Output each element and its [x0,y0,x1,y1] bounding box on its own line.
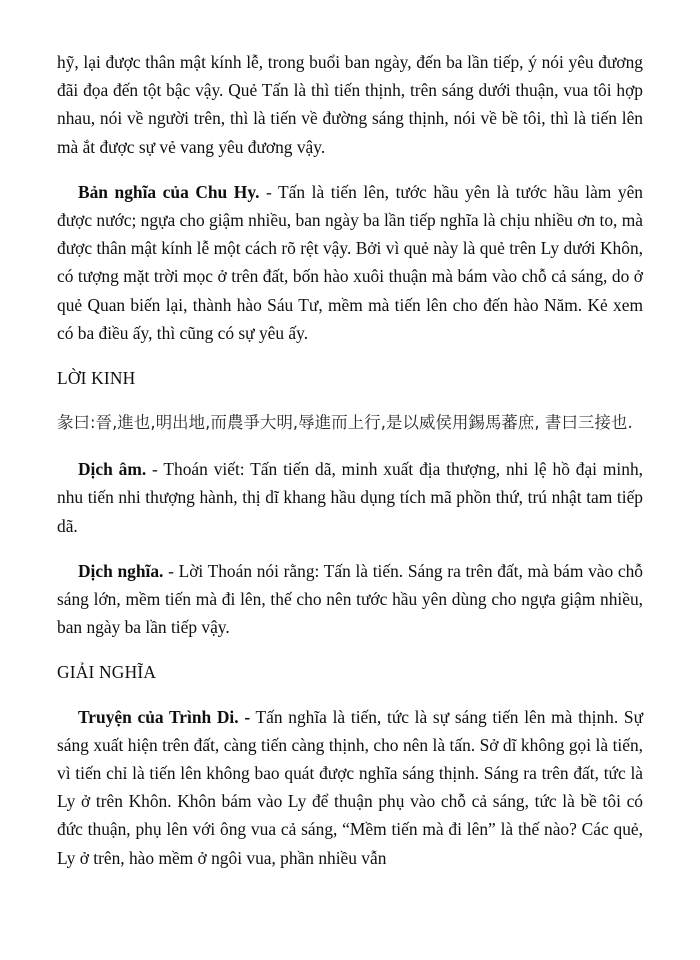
section-heading-giai-nghia: GIẢI NGHĨA [57,662,157,683]
chinese-quotation: 彖曰:晉,進也,明出地,而農爭大明,辱進而上行,是以威侯用錫馬蕃庶, 書曰三接也. [57,413,633,433]
paragraph-dich-am [57,455,643,540]
paragraph-lead-in: Bản nghĩa của Chu Hy. [78,181,260,202]
section-heading-loi-kinh: LỜI KINH [57,367,136,388]
paragraph-lead-in: Dịch âm. [78,459,147,480]
paragraph-continuation [57,48,643,161]
paragraph-ban-nghia-chu-hy [57,178,643,347]
paragraph-text: hỹ, lại được thân mật kính lễ, trong buổi ban ngày, đến ba lần tiếp, ý nói yêu đương đãi đọa đến tột bậc vậy. Quẻ Tấn là thì tiến thịnh, trên sáng dưới thuận, vua tôi hợp nhau, nói về người trên, thì là tiến về đường sáng thịnh, nói về bề tôi, thì là tiến lên mà ắt được sự vẻ vang yêu đương vậy. [57,52,643,157]
paragraph-text: - Tấn là tiến lên, tước hầu yên là tước hầu làm yên được nước; ngựa cho giậm nhiều, ban ngày ba lần tiếp nghĩa là chịu nhiều ơn to, mà được thân mật kính lễ một cách rõ rệt vậy. Bởi vì quẻ này là quẻ trên Ly dưới Khôn, có tượng mặt trời mọc ở trên đất, bốn hào xuôi thuận mà bám vào chỗ cả sáng, do ở quẻ Quan biến lại, thành hào Sáu Tư, mềm mà tiến lên cho đến hào Năm. Kẻ xem có ba điều ấy, thì cũng có sự yêu ấy. [57,181,643,343]
paragraph-truyen-cua-trinh-di [57,703,643,872]
paragraph-lead-in: Dịch nghĩa. [78,560,164,581]
paragraph-text: - Thoán viết: Tấn tiến dã, minh xuất địa thượng, nhi lệ hồ đại minh, nhu tiến nhi thượng hành, thị dĩ khang hầu dụng tích mã phồn thứ, trú nhật tam tiếp dã. [57,459,643,536]
paragraph-text: - Lời Thoán nói rằng: Tấn là tiến. Sáng ra trên đất, mà bám vào chỗ sáng lớn, mềm tiến mà đi lên, thế cho nên tước hầu yên dùng cho ngựa giậm nhiều, ban ngày ba lần tiếp vậy. [57,560,643,638]
paragraph-text: Tấn nghĩa là tiến, tức là sự sáng tiến lên mà thịnh. Sự sáng xuất hiện trên đất, càng tiến càng thịnh, cho nên là tấn. Sở dĩ không gọi là tiến, vì tiến chỉ là tiến lên không bao quát được nghĩa sáng thịnh. Sáng ra trên đất, tức là Ly ở trên Khôn. Khôn bám vào Ly để thuận phụ vào chỗ cả sáng, tức là bề tôi có đức thuận, phụ lên với ông vua cả sáng, “Mềm tiến mà đi lên” là thế nào? Các quẻ, Ly ở trên, hào mềm ở ngôi vua, phần nhiều vẫn [57,706,643,868]
paragraph-lead-in: Truyện của Trình Di. - [78,706,251,727]
paragraph-dich-nghia [57,557,643,642]
